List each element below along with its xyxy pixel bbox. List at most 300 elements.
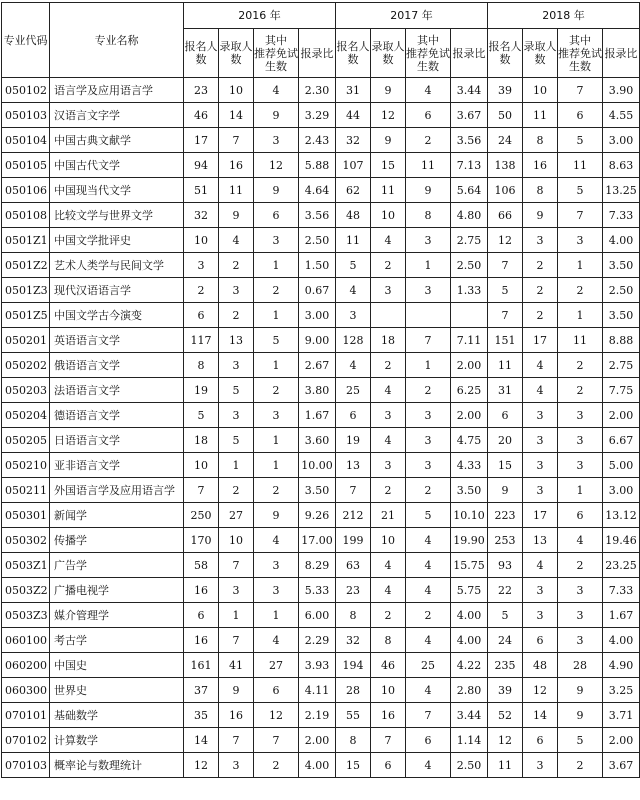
admission-ratio-table (1, 2, 640, 778)
cell-2016-ratio: 2.50 (299, 228, 336, 253)
cell-2016-admitted: 10 (219, 528, 254, 553)
cell-name: 汉语言文字学 (50, 103, 184, 128)
cell-2017-applicants: 44 (336, 103, 371, 128)
cell-2017-recommended: 3 (406, 278, 451, 303)
table-row (2, 403, 640, 428)
header-recommended (406, 29, 451, 78)
cell-2016-recommended: 4 (254, 628, 299, 653)
cell-2018-admitted: 3 (523, 228, 558, 253)
cell-2016-ratio: 8.29 (299, 553, 336, 578)
cell-2017-recommended: 7 (406, 328, 451, 353)
cell-2017-ratio: 7.13 (451, 153, 488, 178)
cell-code: 050204 (2, 403, 50, 428)
cell-2018-admitted: 3 (523, 578, 558, 603)
cell-2016-applicants: 51 (184, 178, 219, 203)
cell-2016-applicants: 7 (184, 478, 219, 503)
cell-2016-applicants: 8 (184, 353, 219, 378)
cell-2016-ratio: 2.19 (299, 703, 336, 728)
cell-2016-ratio: 3.29 (299, 103, 336, 128)
cell-2016-admitted: 7 (219, 553, 254, 578)
cell-name: 中国古典文献学 (50, 128, 184, 153)
cell-2017-applicants: 31 (336, 78, 371, 103)
cell-2016-ratio: 2.00 (299, 728, 336, 753)
cell-2018-recommended: 2 (558, 353, 603, 378)
cell-2016-admitted: 2 (219, 303, 254, 328)
cell-2018-ratio: 3.00 (603, 478, 640, 503)
header-applicants: 报名人数 (336, 29, 371, 78)
cell-code: 050205 (2, 428, 50, 453)
cell-code: 070101 (2, 703, 50, 728)
cell-2018-admitted: 8 (523, 178, 558, 203)
cell-name: 艺术人类学与民间文学 (50, 253, 184, 278)
cell-2016-applicants: 14 (184, 728, 219, 753)
cell-2017-admitted: 15 (371, 153, 406, 178)
cell-2017-applicants: 19 (336, 428, 371, 453)
cell-2018-recommended: 28 (558, 653, 603, 678)
cell-2018-applicants: 24 (488, 128, 523, 153)
cell-2018-admitted: 3 (523, 453, 558, 478)
cell-2018-recommended: 4 (558, 528, 603, 553)
table-row (2, 178, 640, 203)
cell-2017-applicants: 11 (336, 228, 371, 253)
table-row (2, 503, 640, 528)
cell-2017-applicants: 63 (336, 553, 371, 578)
header-ratio: 报录比 (603, 29, 640, 78)
cell-2018-recommended: 5 (558, 178, 603, 203)
cell-2016-recommended: 12 (254, 703, 299, 728)
cell-2016-applicants: 161 (184, 653, 219, 678)
cell-code: 070102 (2, 728, 50, 753)
cell-2016-admitted: 1 (219, 453, 254, 478)
cell-2017-recommended: 7 (406, 703, 451, 728)
cell-2018-applicants: 253 (488, 528, 523, 553)
table-row (2, 153, 640, 178)
cell-name: 基础数学 (50, 703, 184, 728)
cell-2018-applicants: 138 (488, 153, 523, 178)
cell-2018-ratio: 8.88 (603, 328, 640, 353)
cell-2016-recommended: 9 (254, 178, 299, 203)
cell-2016-admitted: 3 (219, 753, 254, 778)
cell-2016-applicants: 16 (184, 628, 219, 653)
cell-2017-applicants: 8 (336, 728, 371, 753)
header-admitted: 录取人数 (371, 29, 406, 78)
cell-code: 050301 (2, 503, 50, 528)
cell-2018-admitted: 16 (523, 153, 558, 178)
header-recommended-label: 推荐免试生数 (406, 46, 450, 73)
cell-name: 俄语语言文学 (50, 353, 184, 378)
cell-2018-admitted: 3 (523, 478, 558, 503)
cell-name: 亚非语言文学 (50, 453, 184, 478)
cell-2017-ratio: 3.44 (451, 703, 488, 728)
cell-2017-ratio: 5.64 (451, 178, 488, 203)
cell-2016-recommended: 2 (254, 378, 299, 403)
cell-2016-ratio: 3.80 (299, 378, 336, 403)
cell-2017-admitted: 18 (371, 328, 406, 353)
cell-2016-ratio: 0.67 (299, 278, 336, 303)
cell-2018-ratio: 2.00 (603, 403, 640, 428)
cell-2016-ratio: 9.26 (299, 503, 336, 528)
cell-code: 050201 (2, 328, 50, 353)
header-admitted: 录取人数 (523, 29, 558, 78)
cell-2018-applicants: 12 (488, 728, 523, 753)
cell-2017-admitted: 6 (371, 753, 406, 778)
cell-name: 计算数学 (50, 728, 184, 753)
cell-2016-recommended: 1 (254, 428, 299, 453)
cell-2018-ratio: 2.50 (603, 278, 640, 303)
cell-name: 现代汉语语言学 (50, 278, 184, 303)
cell-2016-ratio: 4.00 (299, 753, 336, 778)
cell-2017-ratio: 3.50 (451, 478, 488, 503)
cell-2016-ratio: 1.50 (299, 253, 336, 278)
header-recommended (254, 29, 299, 78)
cell-2016-admitted: 7 (219, 128, 254, 153)
cell-2016-ratio: 2.43 (299, 128, 336, 153)
cell-2016-applicants: 12 (184, 753, 219, 778)
cell-2016-admitted: 3 (219, 403, 254, 428)
cell-2016-admitted: 7 (219, 628, 254, 653)
cell-2018-applicants: 24 (488, 628, 523, 653)
cell-2018-ratio: 7.33 (603, 578, 640, 603)
cell-2018-applicants: 52 (488, 703, 523, 728)
cell-2016-ratio: 3.00 (299, 303, 336, 328)
table-row (2, 128, 640, 153)
cell-2018-admitted: 8 (523, 128, 558, 153)
cell-2018-applicants: 5 (488, 603, 523, 628)
cell-2016-ratio: 5.88 (299, 153, 336, 178)
cell-2017-recommended: 4 (406, 628, 451, 653)
cell-2017-recommended: 1 (406, 353, 451, 378)
cell-2018-admitted: 4 (523, 378, 558, 403)
cell-2016-recommended: 3 (254, 578, 299, 603)
cell-2018-applicants: 11 (488, 353, 523, 378)
cell-2016-recommended: 1 (254, 303, 299, 328)
cell-2016-admitted: 2 (219, 478, 254, 503)
cell-2018-applicants: 7 (488, 253, 523, 278)
cell-2016-admitted: 2 (219, 253, 254, 278)
cell-code: 0503Z3 (2, 603, 50, 628)
cell-2018-admitted: 17 (523, 328, 558, 353)
cell-2018-recommended: 3 (558, 453, 603, 478)
cell-2017-admitted: 3 (371, 278, 406, 303)
header-year-2017: 2017 年 (336, 3, 488, 29)
cell-code: 050302 (2, 528, 50, 553)
table-row (2, 528, 640, 553)
header-among: 其中 (569, 33, 591, 47)
cell-2016-recommended: 7 (254, 728, 299, 753)
cell-code: 0501Z1 (2, 228, 50, 253)
cell-name: 广告学 (50, 553, 184, 578)
cell-2018-ratio: 3.90 (603, 78, 640, 103)
cell-2017-ratio: 6.25 (451, 378, 488, 403)
cell-2017-recommended: 3 (406, 228, 451, 253)
cell-name: 日语语言文学 (50, 428, 184, 453)
cell-2016-applicants: 6 (184, 303, 219, 328)
cell-2016-admitted: 11 (219, 178, 254, 203)
cell-2017-applicants: 13 (336, 453, 371, 478)
cell-2017-ratio: 4.33 (451, 453, 488, 478)
cell-2018-recommended: 6 (558, 103, 603, 128)
cell-2017-recommended: 2 (406, 378, 451, 403)
cell-2017-recommended: 3 (406, 403, 451, 428)
cell-2016-admitted: 13 (219, 328, 254, 353)
cell-2018-applicants: 5 (488, 278, 523, 303)
cell-2017-admitted: 8 (371, 628, 406, 653)
cell-2018-recommended: 2 (558, 753, 603, 778)
cell-2016-applicants: 10 (184, 228, 219, 253)
cell-2018-admitted: 48 (523, 653, 558, 678)
cell-2016-recommended: 2 (254, 278, 299, 303)
cell-2017-applicants: 128 (336, 328, 371, 353)
cell-2016-applicants: 250 (184, 503, 219, 528)
cell-code: 060300 (2, 678, 50, 703)
cell-2016-admitted: 1 (219, 603, 254, 628)
header-among: 其中 (417, 33, 439, 47)
cell-2017-recommended: 4 (406, 78, 451, 103)
cell-2018-applicants: 7 (488, 303, 523, 328)
cell-2018-ratio: 6.67 (603, 428, 640, 453)
cell-2017-recommended: 9 (406, 178, 451, 203)
cell-2018-recommended: 1 (558, 253, 603, 278)
table-row (2, 653, 640, 678)
table-row (2, 478, 640, 503)
cell-2016-applicants: 94 (184, 153, 219, 178)
cell-name: 考古学 (50, 628, 184, 653)
cell-2016-ratio: 9.00 (299, 328, 336, 353)
header-code: 专业代码 (2, 3, 50, 78)
table-row (2, 378, 640, 403)
cell-2018-recommended: 5 (558, 728, 603, 753)
cell-name: 语言学及应用语言学 (50, 78, 184, 103)
cell-2016-recommended: 4 (254, 528, 299, 553)
cell-name: 法语语言文学 (50, 378, 184, 403)
cell-2017-ratio: 4.00 (451, 603, 488, 628)
cell-2017-admitted: 2 (371, 478, 406, 503)
cell-2016-applicants: 18 (184, 428, 219, 453)
cell-2017-applicants: 3 (336, 303, 371, 328)
cell-2018-ratio: 13.25 (603, 178, 640, 203)
cell-2016-recommended: 9 (254, 503, 299, 528)
cell-2018-ratio: 7.75 (603, 378, 640, 403)
cell-2017-applicants: 4 (336, 353, 371, 378)
cell-2018-applicants: 235 (488, 653, 523, 678)
cell-2018-ratio: 5.00 (603, 453, 640, 478)
cell-code: 060100 (2, 628, 50, 653)
table-row (2, 278, 640, 303)
cell-2016-recommended: 12 (254, 153, 299, 178)
cell-2016-recommended: 1 (254, 453, 299, 478)
cell-code: 050104 (2, 128, 50, 153)
cell-2017-ratio: 2.50 (451, 753, 488, 778)
cell-2018-admitted: 6 (523, 728, 558, 753)
cell-2018-applicants: 22 (488, 578, 523, 603)
cell-2016-recommended: 1 (254, 353, 299, 378)
cell-2017-admitted: 3 (371, 453, 406, 478)
cell-2018-recommended: 3 (558, 403, 603, 428)
cell-2016-ratio: 10.00 (299, 453, 336, 478)
cell-2017-applicants: 25 (336, 378, 371, 403)
cell-2017-admitted (371, 303, 406, 328)
table-row (2, 728, 640, 753)
cell-2017-applicants: 5 (336, 253, 371, 278)
cell-2018-applicants: 20 (488, 428, 523, 453)
cell-2018-ratio: 3.67 (603, 753, 640, 778)
cell-2018-applicants: 151 (488, 328, 523, 353)
cell-2016-recommended: 3 (254, 553, 299, 578)
header-ratio: 报录比 (299, 29, 336, 78)
cell-2017-admitted: 2 (371, 603, 406, 628)
cell-2017-ratio: 4.80 (451, 203, 488, 228)
cell-2017-admitted: 4 (371, 378, 406, 403)
cell-2018-recommended: 9 (558, 703, 603, 728)
cell-2017-admitted: 4 (371, 228, 406, 253)
cell-2016-recommended: 1 (254, 603, 299, 628)
cell-2017-admitted: 21 (371, 503, 406, 528)
cell-2017-ratio: 1.14 (451, 728, 488, 753)
cell-2016-admitted: 10 (219, 78, 254, 103)
cell-2018-admitted: 17 (523, 503, 558, 528)
cell-2017-ratio: 2.50 (451, 253, 488, 278)
cell-2016-admitted: 5 (219, 378, 254, 403)
cell-2017-ratio (451, 303, 488, 328)
cell-2016-ratio: 2.67 (299, 353, 336, 378)
cell-code: 050102 (2, 78, 50, 103)
cell-code: 050203 (2, 378, 50, 403)
cell-2017-applicants: 48 (336, 203, 371, 228)
cell-2018-admitted: 3 (523, 603, 558, 628)
table-row (2, 328, 640, 353)
cell-2016-applicants: 19 (184, 378, 219, 403)
cell-2017-admitted: 7 (371, 728, 406, 753)
cell-2017-recommended (406, 303, 451, 328)
cell-2017-admitted: 10 (371, 203, 406, 228)
cell-2018-recommended: 2 (558, 278, 603, 303)
cell-2018-recommended: 11 (558, 328, 603, 353)
table-row (2, 228, 640, 253)
table-row (2, 678, 640, 703)
cell-2017-recommended: 6 (406, 728, 451, 753)
cell-2017-admitted: 10 (371, 678, 406, 703)
cell-2017-applicants: 28 (336, 678, 371, 703)
cell-code: 050211 (2, 478, 50, 503)
cell-2018-recommended: 6 (558, 503, 603, 528)
table-row (2, 303, 640, 328)
cell-2016-applicants: 35 (184, 703, 219, 728)
cell-2017-recommended: 2 (406, 478, 451, 503)
table-row (2, 578, 640, 603)
cell-2018-admitted: 9 (523, 203, 558, 228)
cell-2018-recommended: 3 (558, 603, 603, 628)
cell-2017-recommended: 25 (406, 653, 451, 678)
cell-2016-admitted: 16 (219, 703, 254, 728)
cell-name: 概率论与数理统计 (50, 753, 184, 778)
cell-name: 中国史 (50, 653, 184, 678)
cell-2018-admitted: 6 (523, 628, 558, 653)
cell-2018-ratio: 2.00 (603, 728, 640, 753)
cell-2018-recommended: 1 (558, 303, 603, 328)
cell-2018-applicants: 223 (488, 503, 523, 528)
cell-2016-ratio: 3.60 (299, 428, 336, 453)
cell-2018-admitted: 4 (523, 553, 558, 578)
cell-2017-admitted: 12 (371, 103, 406, 128)
cell-2017-recommended: 4 (406, 578, 451, 603)
cell-2017-ratio: 5.75 (451, 578, 488, 603)
cell-2017-recommended: 3 (406, 453, 451, 478)
cell-2017-ratio: 2.80 (451, 678, 488, 703)
cell-2017-ratio: 2.00 (451, 403, 488, 428)
cell-2016-ratio: 2.29 (299, 628, 336, 653)
header-ratio: 报录比 (451, 29, 488, 78)
cell-2017-admitted: 3 (371, 403, 406, 428)
cell-name: 中国古代文学 (50, 153, 184, 178)
cell-2016-applicants: 6 (184, 603, 219, 628)
cell-2016-recommended: 6 (254, 678, 299, 703)
cell-2018-recommended: 5 (558, 128, 603, 153)
cell-2017-ratio: 15.75 (451, 553, 488, 578)
table-row (2, 703, 640, 728)
cell-2017-ratio: 1.33 (451, 278, 488, 303)
cell-2017-ratio: 7.11 (451, 328, 488, 353)
table-row (2, 628, 640, 653)
cell-code: 060200 (2, 653, 50, 678)
cell-2017-applicants: 199 (336, 528, 371, 553)
cell-2016-ratio: 1.67 (299, 403, 336, 428)
cell-2016-applicants: 46 (184, 103, 219, 128)
cell-2017-ratio: 3.56 (451, 128, 488, 153)
cell-2017-applicants: 62 (336, 178, 371, 203)
cell-2016-applicants: 16 (184, 578, 219, 603)
table-row (2, 428, 640, 453)
cell-2017-recommended: 4 (406, 678, 451, 703)
table-row (2, 553, 640, 578)
cell-2018-applicants: 6 (488, 403, 523, 428)
cell-2016-applicants: 23 (184, 78, 219, 103)
cell-2017-recommended: 2 (406, 128, 451, 153)
cell-2018-admitted: 12 (523, 678, 558, 703)
cell-2017-recommended: 4 (406, 528, 451, 553)
cell-2017-ratio: 2.00 (451, 353, 488, 378)
table-row (2, 253, 640, 278)
cell-2017-recommended: 1 (406, 253, 451, 278)
cell-2018-admitted: 2 (523, 303, 558, 328)
cell-2018-ratio: 3.50 (603, 303, 640, 328)
cell-name: 英语语言文学 (50, 328, 184, 353)
cell-2016-applicants: 37 (184, 678, 219, 703)
cell-2018-applicants: 39 (488, 78, 523, 103)
cell-2016-applicants: 10 (184, 453, 219, 478)
cell-2017-applicants: 55 (336, 703, 371, 728)
cell-2016-recommended: 5 (254, 328, 299, 353)
cell-2016-admitted: 3 (219, 578, 254, 603)
cell-2017-recommended: 5 (406, 503, 451, 528)
cell-2018-recommended: 7 (558, 203, 603, 228)
cell-2018-admitted: 10 (523, 78, 558, 103)
cell-2018-applicants: 66 (488, 203, 523, 228)
cell-2018-admitted: 3 (523, 753, 558, 778)
cell-2016-recommended: 9 (254, 103, 299, 128)
header-admitted: 录取人数 (219, 29, 254, 78)
header-recommended-label: 推荐免试生数 (254, 46, 298, 73)
cell-name: 世界史 (50, 678, 184, 703)
cell-2018-recommended: 7 (558, 78, 603, 103)
cell-2018-ratio: 19.46 (603, 528, 640, 553)
cell-name: 新闻学 (50, 503, 184, 528)
cell-2016-ratio: 6.00 (299, 603, 336, 628)
cell-2018-ratio: 3.50 (603, 253, 640, 278)
cell-2016-admitted: 16 (219, 153, 254, 178)
cell-name: 媒介管理学 (50, 603, 184, 628)
cell-code: 050210 (2, 453, 50, 478)
cell-code: 070103 (2, 753, 50, 778)
